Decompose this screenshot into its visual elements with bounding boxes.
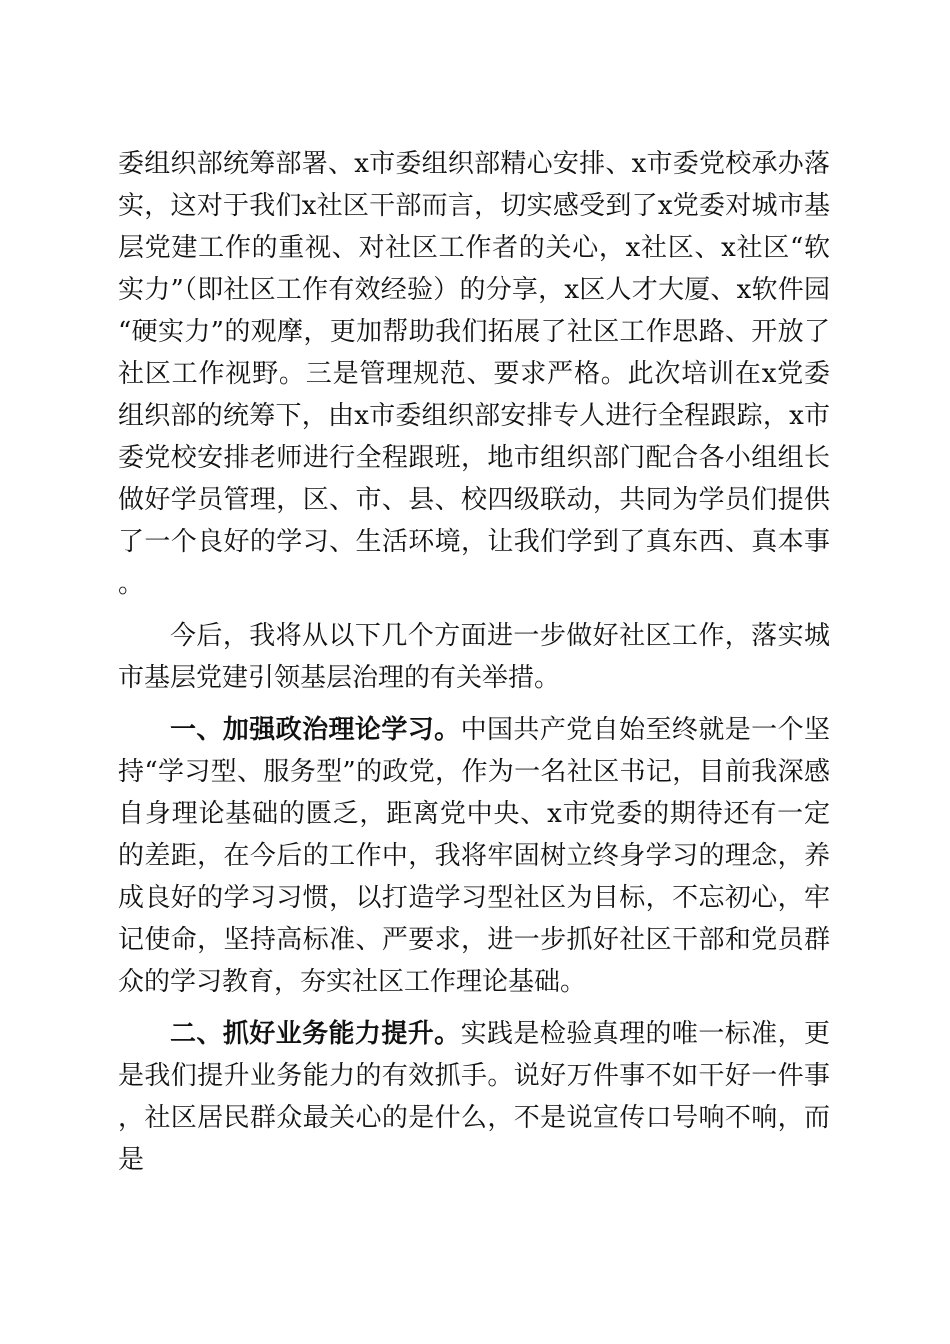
paragraph-text: 中国共产党自始至终就是一个坚持“学习型、服务型”的政党，作为一名社区书记，目前我深感自身理论基础的匮乏，距离党中央、x市党委的期待还有一定的差距，在今后的工作中，我将牢固树立终身学习的理念，养成良好的学习习惯，以打造学习型社区为目标，不忘初心，牢记使命，坚持高标准、严要求，进一步抓好社区干部和党员群众的学习教育，夯实社区工作理论基础。	[118, 715, 830, 997]
section-heading: 二、抓好业务能力提升。	[170, 1019, 461, 1049]
paragraph-continued	[118, 143, 830, 605]
paragraph-section-two	[118, 1013, 830, 1181]
paragraph-section-one	[118, 709, 830, 1003]
paragraph-text: 实践是检验真理的唯一标准，更是我们提升业务能力的有效抓手。说好万件事不如干好一件事，社区居民群众最关心的是什么，不是说宣传口号响不响，而是	[118, 1019, 830, 1175]
paragraph-text: 委组织部统筹部署、x市委组织部精心安排、x市委党校承办落实，这对于我们x社区干部而言，切实感受到了x党委对城市基层党建工作的重视、对社区工作者的关心，x社区、x社区“软实力”（即社区工作有效经验）的分享，x区人才大厦、x软件园“硬实力”的观摩，更加帮助我们拓展了社区工作思路、开放了社区工作视野。三是管理规范、要求严格。此次培训在x党委组织部的统筹下，由x市委组织部安排专人进行全程跟踪，x市委党校安排老师进行全程跟班，地市组织部门配合各小组组长做好学员管理，区、市、县、校四级联动，共同为学员们提供了一个良好的学习、生活环境，让我们学到了真东西、真本事。	[118, 149, 830, 599]
paragraph-text: 今后，我将从以下几个方面进一步做好社区工作，落实城市基层党建引领基层治理的有关举措。	[118, 621, 830, 693]
paragraph-intro	[118, 615, 830, 699]
document-body	[118, 143, 830, 1181]
section-heading: 一、加强政治理论学习。	[170, 715, 461, 745]
